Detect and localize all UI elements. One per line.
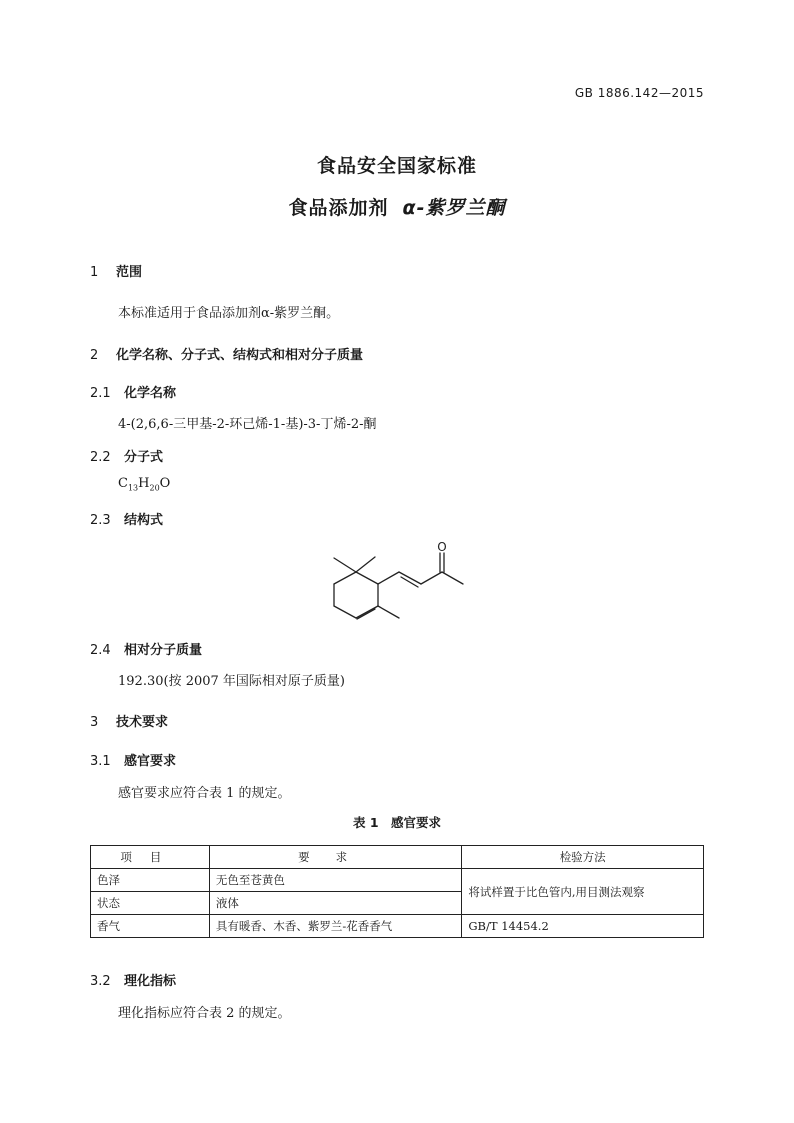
cell-item: 状态 <box>91 892 210 915</box>
subtitle-prefix: 食品添加剂 <box>288 197 389 219</box>
section-title: 技术要求 <box>116 715 169 730</box>
section-1-text: 本标准适用于食品添加剂α-紫罗兰酮。 <box>118 306 340 321</box>
chain-bond <box>378 572 399 584</box>
chain-bond <box>421 572 442 584</box>
formula-h-count: 20 <box>149 483 160 493</box>
section-title: 理化指标 <box>124 974 177 989</box>
ring-bond <box>356 572 378 584</box>
table-row <box>91 869 704 892</box>
section-title: 化学名称 <box>124 386 177 401</box>
section-2-4-heading <box>90 639 202 658</box>
section-2-1-heading <box>90 382 176 401</box>
section-number: 1 <box>90 265 99 280</box>
section-number: 2.2 <box>90 450 111 465</box>
chain-double-bond <box>401 577 418 587</box>
section-number: 2.4 <box>90 643 111 658</box>
section-3-2-text: 理化指标应符合表 2 的规定。 <box>118 1006 291 1021</box>
cell-requirement: 无色至苍黄色 <box>209 869 462 892</box>
section-title: 化学名称、分子式、结构式和相对分子质量 <box>116 348 364 363</box>
table-header-row <box>91 846 704 869</box>
methyl-bond <box>356 557 375 572</box>
formula-c: C <box>118 476 128 491</box>
cell-item: 香气 <box>91 915 210 938</box>
section-title: 结构式 <box>124 513 164 528</box>
section-number: 2.1 <box>90 386 111 401</box>
section-number: 2.3 <box>90 513 111 528</box>
section-title: 范围 <box>116 265 143 280</box>
table-row <box>91 915 704 938</box>
section-number: 3.2 <box>90 974 111 989</box>
section-3-1-text: 感官要求应符合表 1 的规定。 <box>118 786 291 801</box>
molecular-weight: 192.30(按 2007 年国际相对原子质量) <box>118 674 345 689</box>
cell-method-merged: 将试样置于比色管内,用目测法观察 <box>462 869 704 915</box>
ring-bond <box>356 606 378 618</box>
section-number: 3.1 <box>90 754 111 769</box>
section-3-2-heading <box>90 970 176 989</box>
section-2-3-heading <box>90 509 163 528</box>
ring-bond <box>334 572 356 584</box>
standard-code: GB 1886.142—2015 <box>574 86 704 100</box>
section-3-heading <box>90 711 168 730</box>
section-1-heading <box>90 261 142 280</box>
formula-c-count: 13 <box>127 483 139 493</box>
document-subtitle <box>0 193 794 220</box>
document-title: 食品安全国家标准 <box>316 155 477 177</box>
chain-bond <box>442 572 463 584</box>
subtitle-product: α-紫罗兰酮 <box>402 197 506 219</box>
cell-method: GB/T 14454.2 <box>462 915 704 938</box>
formula-o: O <box>159 476 171 491</box>
column-header-item: 项目 <box>91 846 210 869</box>
column-header-method: 检验方法 <box>462 846 704 869</box>
column-header-requirement: 要求 <box>209 846 462 869</box>
cell-requirement: 液体 <box>209 892 462 915</box>
section-number: 2 <box>90 348 99 363</box>
methyl-bond <box>378 606 399 618</box>
cell-requirement: 具有暖香、木香、紫罗兰-花香香气 <box>209 915 462 938</box>
section-2-2-heading <box>90 446 163 465</box>
section-title: 分子式 <box>124 450 164 465</box>
structural-formula <box>320 535 480 630</box>
molecular-formula <box>118 476 170 493</box>
section-title: 相对分子质量 <box>124 643 203 658</box>
ring-bond <box>334 606 356 618</box>
methyl-bond <box>334 558 356 572</box>
section-2-heading <box>90 344 363 363</box>
table-1-caption: 表 1 感官要求 <box>352 815 442 830</box>
section-3-1-heading <box>90 750 176 769</box>
sensory-requirements-table <box>90 845 704 938</box>
ring-double-bond <box>357 609 375 619</box>
oxygen-label: O <box>437 540 447 554</box>
formula-h: H <box>138 476 150 491</box>
section-title: 感官要求 <box>124 754 177 769</box>
section-number: 3 <box>90 715 99 730</box>
chemical-name: 4-(2,6,6-三甲基-2-环己烯-1-基)-3-丁烯-2-酮 <box>118 417 377 432</box>
cell-item: 色泽 <box>91 869 210 892</box>
